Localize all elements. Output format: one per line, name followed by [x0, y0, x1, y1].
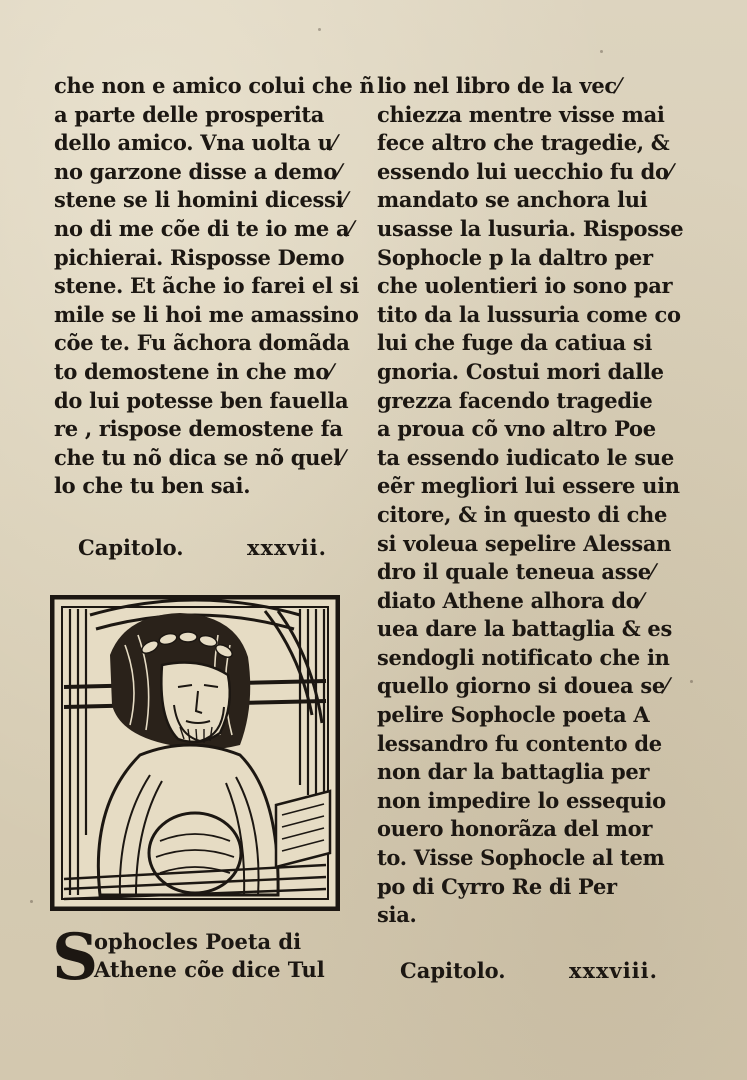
text-line: mandato se anchora lui [377, 187, 648, 213]
text-line: stene. Et ãche io farei el si [54, 273, 359, 299]
left-text-column [54, 72, 375, 501]
text-line: lui che fuge da catiua si [377, 330, 653, 356]
paper-speck [690, 680, 693, 683]
text-line: re , rispose demostene fa [54, 416, 343, 442]
chapter-heading-xxxviii [400, 958, 658, 983]
chapter-label: Capitolo. [400, 958, 506, 983]
text-line: sia. [377, 902, 417, 928]
text-line: ouero honorãza del mor [377, 816, 653, 842]
chapter-heading-xxxvii [78, 535, 327, 560]
paper-speck [600, 50, 603, 53]
text-line: chiezza mentre visse mai [377, 101, 665, 127]
text-line: uea dare la battaglia & es [377, 616, 672, 642]
text-line: citore, & in questo di che [377, 501, 668, 527]
text-line: sendogli notificato che in [377, 644, 670, 670]
text-line: cõe te. Fu ãchora domãda [54, 330, 350, 356]
text-line: usasse la lusuria. Risposse [377, 215, 684, 241]
text-line: non dar la battaglia per [377, 759, 650, 785]
chapter-label: Capitolo. [78, 535, 184, 560]
drop-cap-initial: S [52, 920, 99, 995]
paper-speck [30, 900, 33, 903]
text-line: stene se li homini dicessi⁄ [54, 187, 347, 213]
text-line: quello giorno si douea se⁄ [377, 673, 669, 699]
text-line: to. Visse Sophocle al tem [377, 845, 665, 871]
text-line: no garzone disse a demo⁄ [54, 158, 341, 184]
text-line: no di me cõe di te io me a⁄ [54, 215, 353, 241]
text-line: che non e amico colui che ñ [54, 73, 375, 98]
text-line: pichierai. Risposse Demo [54, 244, 345, 270]
text-line: do lui potesse ben fauella [54, 387, 349, 413]
text-line: a proua cõ vno altro Poe [377, 416, 656, 442]
text-line: grezza facendo tragedie [377, 387, 653, 413]
text-line: tito da la lussuria come co [377, 301, 681, 327]
chapter-number: xxxviii. [568, 958, 658, 983]
text-line: lio nel libro de la vec⁄ [377, 73, 621, 98]
text-line: eẽr megliori lui essere uin [377, 473, 680, 499]
text-line: Sophocle p la daltro per [377, 244, 653, 270]
text-line: po di Cyrro Re di Per [377, 873, 617, 899]
text-line: gnoria. Costui mori dalle [377, 358, 664, 384]
text-line: ta essendo iudicato le sue [377, 444, 674, 470]
text-line: essendo lui uecchio fu do⁄ [377, 158, 672, 184]
text-line: che tu nõ dica se nõ quel⁄ [54, 444, 345, 470]
text-line: a parte delle prosperita [54, 101, 325, 127]
caption-line: ophocles Poeta di [94, 929, 302, 954]
woodcut-caption [52, 920, 325, 995]
paper-speck [318, 28, 321, 31]
text-line: dello amico. Vna uolta u⁄ [54, 130, 336, 156]
chapter-number: xxxvii. [246, 535, 327, 560]
text-line: fece altro che tragedie, & [377, 130, 670, 156]
text-line: non impedire lo essequio [377, 787, 666, 813]
right-text-column [377, 72, 707, 930]
text-line: to demostene in che mo⁄ [54, 358, 333, 384]
text-line: diato Athene alhora do⁄ [377, 587, 643, 613]
text-line: che uolentieri io sono par [377, 273, 673, 299]
sophocles-woodcut-illustration [50, 595, 340, 911]
text-line: si voleua sepelire Alessan [377, 530, 672, 556]
text-line: lo che tu ben sai. [54, 473, 251, 499]
text-line: mile se li hoi me amassino [54, 301, 359, 327]
text-line: pelire Sophocle poeta A [377, 702, 650, 728]
text-line: lessandro fu contento de [377, 730, 662, 756]
text-line: dro il quale teneua asse⁄ [377, 559, 655, 585]
caption-line: Athene cõe dice Tul [94, 957, 325, 982]
